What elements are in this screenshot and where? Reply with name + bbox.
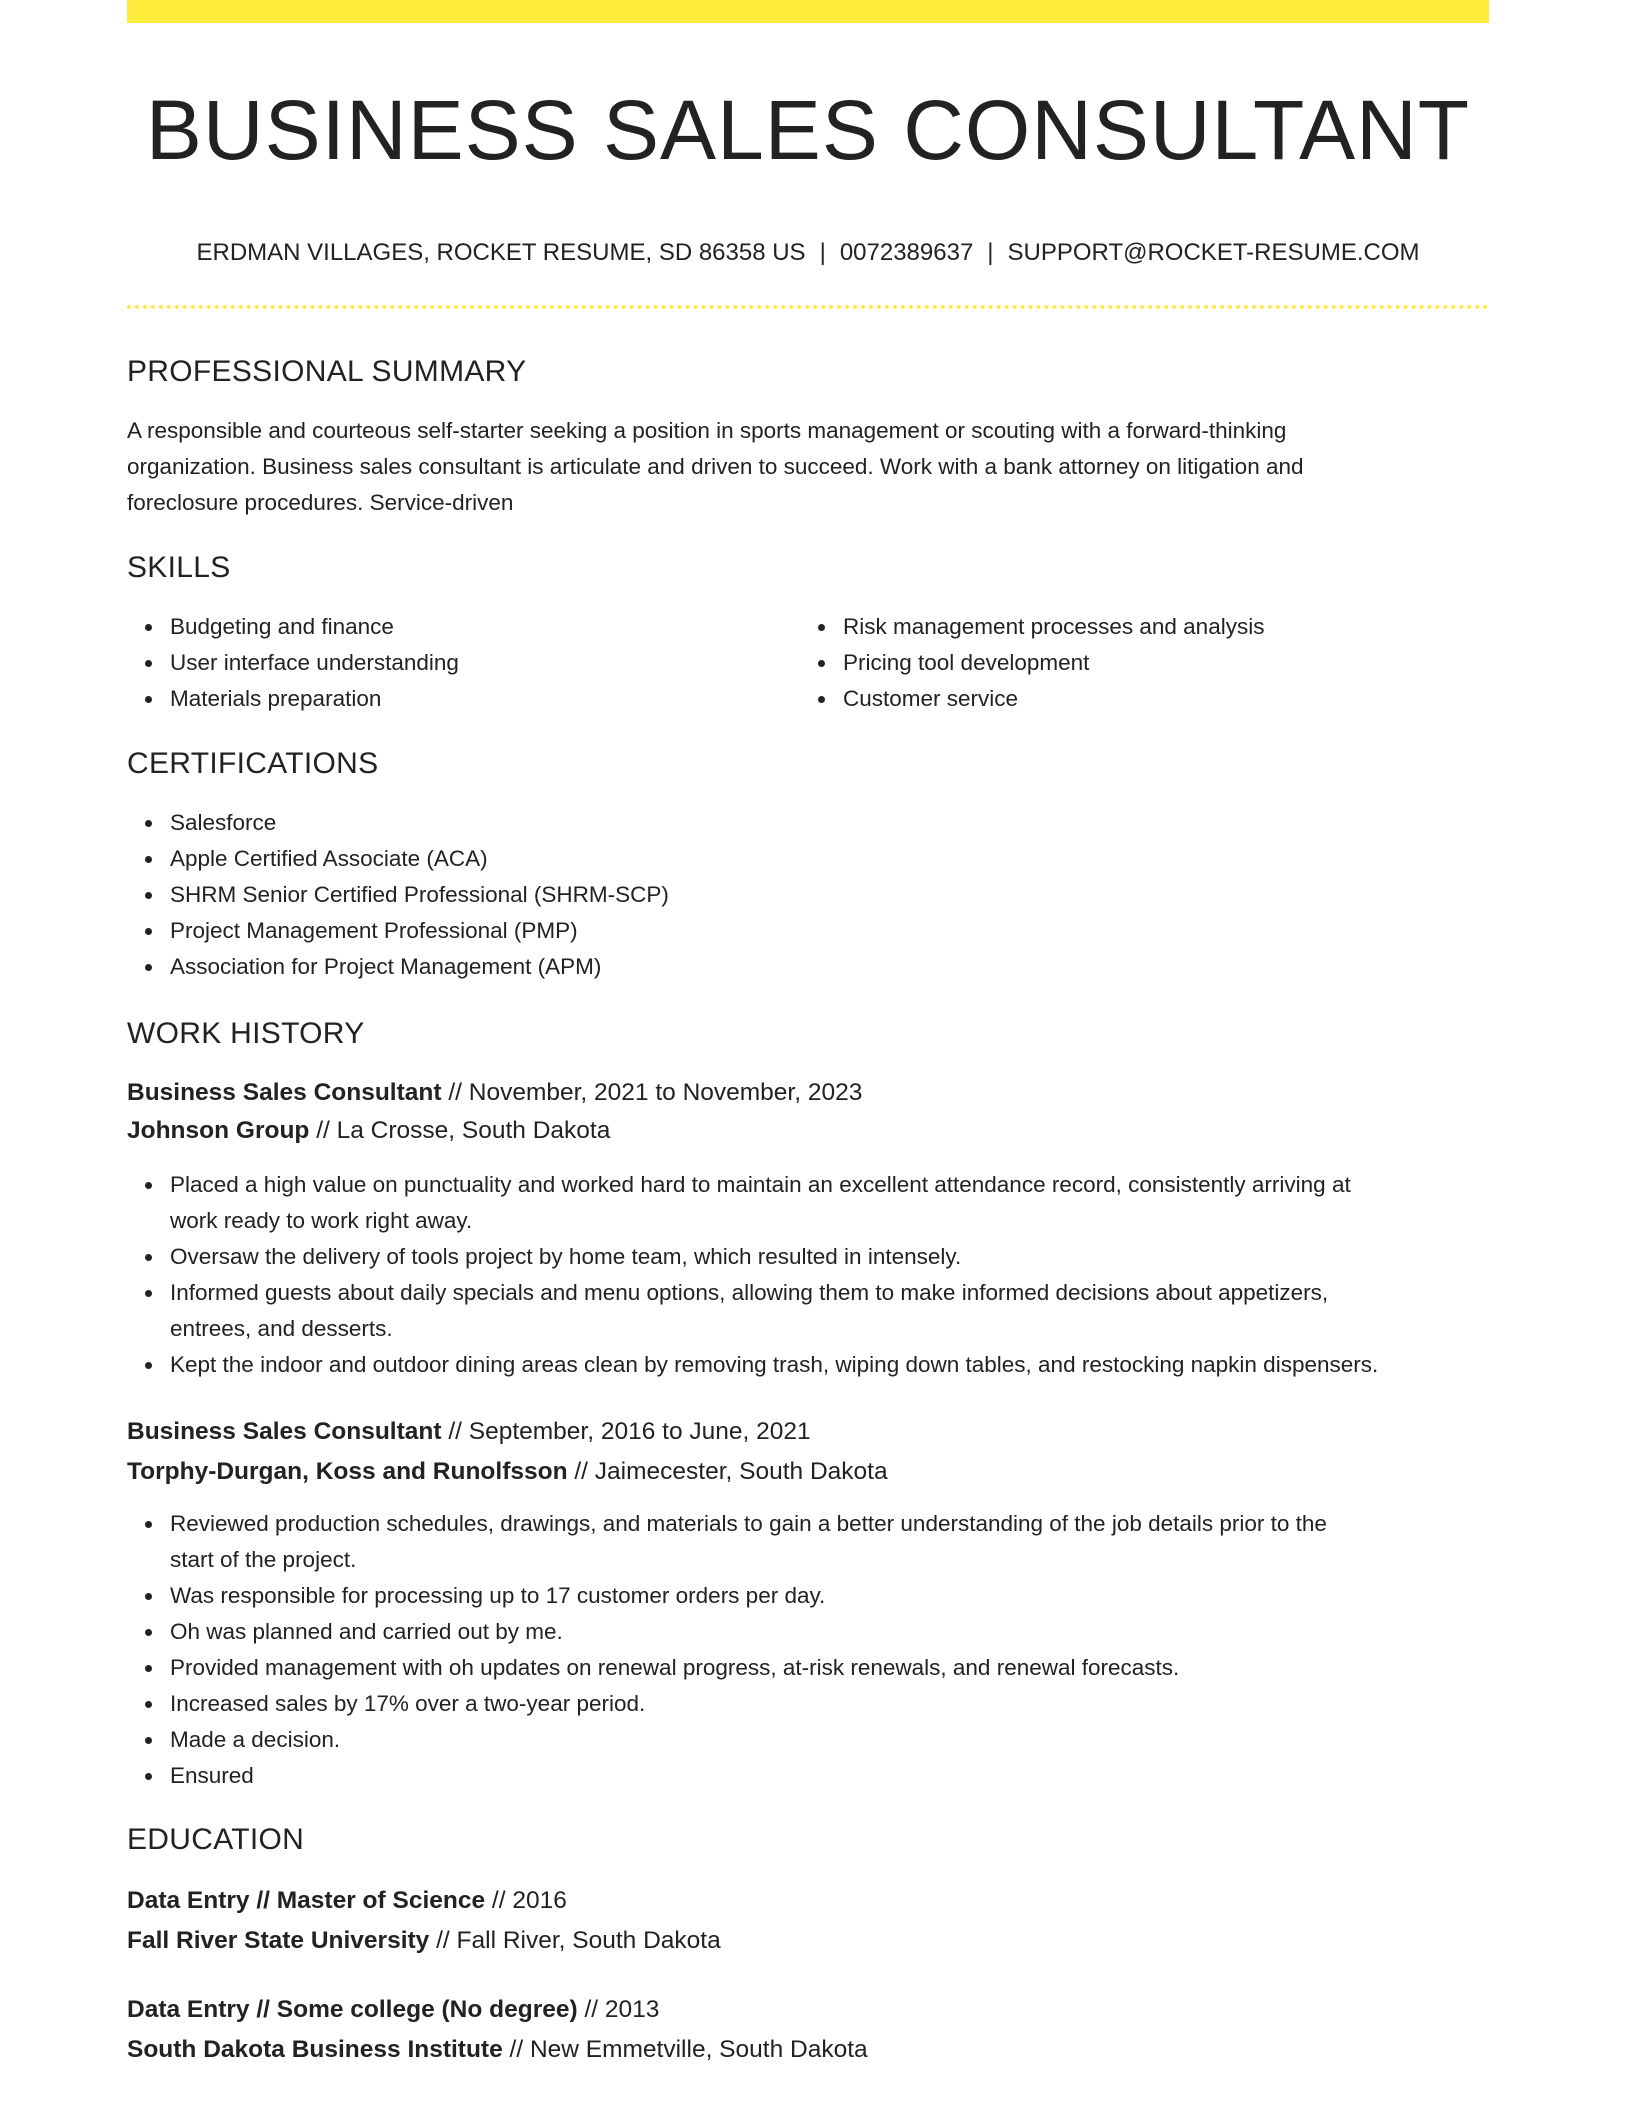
skills-list-right [800,609,1523,717]
education-year: // 2013 [584,1996,660,2023]
section-title-certifications: CERTIFICATIONS [127,747,379,780]
job-dates: // September, 2016 to June, 2021 [448,1418,811,1445]
job-location: // La Crosse, South Dakota [316,1117,611,1144]
education-school: South Dakota Business Institute [127,2036,503,2063]
job-bullet: Oversaw the delivery of tools project by home team, which resulted in intensely. [170,1239,1532,1275]
job-bullet-line: work ready to work right away. [170,1208,473,1233]
skill-item: Materials preparation [170,681,790,717]
job-dates: // November, 2021 to November, 2023 [448,1079,863,1106]
summary-line: A responsible and courteous self-starter seeking a position in sports management or scouting with a forward-thinking [127,418,1287,443]
job-bullets [127,1167,1532,1383]
job-bullets [127,1506,1532,1794]
education-location: // New Emmetville, South Dakota [509,2036,868,2063]
job-bullet-line: Reviewed production schedules, drawings, and materials to gain a better understanding of the job details prior to the [170,1511,1327,1536]
skill-item: Customer service [843,681,1523,717]
skill-item: Budgeting and finance [170,609,790,645]
job-bullet: Kept the indoor and outdoor dining areas clean by removing trash, wiping down tables, and restocking napkin dispensers. [170,1347,1532,1383]
section-title-skills: SKILLS [127,551,231,584]
job-role: Business Sales Consultant [127,1418,442,1445]
certification-item: Project Management Professional (PMP) [170,913,1490,949]
job-location: // Jaimecester, South Dakota [574,1458,888,1485]
job-bullet [170,1167,1532,1239]
section-title-education: EDUCATION [127,1823,305,1856]
job-company: Johnson Group [127,1117,310,1144]
job-title-line [127,1413,811,1451]
job-bullet-line: Informed guests about daily specials and menu options, allowing them to make informed decisions about appetizers, [170,1280,1329,1305]
contact-separator: | [987,239,994,266]
job-company: Torphy-Durgan, Koss and Runolfsson [127,1458,568,1485]
education-year: // 2016 [491,1887,567,1914]
summary-line: foreclosure procedures. Service-driven [127,490,514,515]
contact-address: ERDMAN VILLAGES, ROCKET RESUME, SD 86358 US [196,239,806,266]
summary-line: organization. Business sales consultant is articulate and driven to succeed. Work with a bank attorney on litigation and [127,454,1304,479]
job-bullet [170,1275,1532,1347]
education-degree: Data Entry // Some college (No degree) [127,1996,578,2023]
certification-item: SHRM Senior Certified Professional (SHRM-SCP) [170,877,1490,913]
job-bullet-line: Placed a high value on punctuality and worked hard to maintain an excellent attendance record, consistently arriving at [170,1172,1351,1197]
job-title-line [127,1074,862,1112]
summary-text [127,413,1489,521]
skill-item: User interface understanding [170,645,790,681]
contact-phone: 0072389637 [839,239,974,266]
education-degree: Data Entry // Master of Science [127,1887,486,1914]
job-role: Business Sales Consultant [127,1079,442,1106]
resume-name: BUSINESS SALES CONSULTANT [145,83,1471,177]
education-location: // Fall River, South Dakota [436,1927,721,1954]
job-bullet: Increased sales by 17% over a two-year period. [170,1686,1532,1722]
education-degree-line [127,1882,567,1920]
job-bullet [170,1506,1532,1578]
job-bullet: Ensured [170,1758,1532,1794]
section-title-work-history: WORK HISTORY [127,1017,365,1050]
job-bullet: Provided management with oh updates on renewal progress, at-risk renewals, and renewal forecasts. [170,1650,1532,1686]
contact-email[interactable]: SUPPORT@ROCKET-RESUME.COM [1007,239,1420,266]
contact-separator: | [819,239,826,266]
skills-list-left [127,609,790,717]
certification-item: Apple Certified Associate (ACA) [170,841,1490,877]
job-bullet: Oh was planned and carried out by me. [170,1614,1532,1650]
job-company-line [127,1112,610,1150]
certifications-list [127,805,1490,985]
contact-line [127,236,1489,270]
job-bullet: Was responsible for processing up to 17 customer orders per day. [170,1578,1532,1614]
certification-item: Association for Project Management (APM) [170,949,1490,985]
education-school-line [127,2031,868,2069]
accent-top-bar [127,0,1489,23]
education-degree-line [127,1991,659,2029]
section-title-summary: PROFESSIONAL SUMMARY [127,355,527,388]
dotted-divider [127,305,1489,309]
education-school-line [127,1922,721,1960]
job-bullet-line: start of the project. [170,1547,357,1572]
certification-item: Salesforce [170,805,1490,841]
job-bullet-line: entrees, and desserts. [170,1316,393,1341]
education-school: Fall River State University [127,1927,430,1954]
job-bullet: Made a decision. [170,1722,1532,1758]
job-company-line [127,1453,888,1491]
skill-item: Pricing tool development [843,645,1523,681]
skill-item: Risk management processes and analysis [843,609,1523,645]
